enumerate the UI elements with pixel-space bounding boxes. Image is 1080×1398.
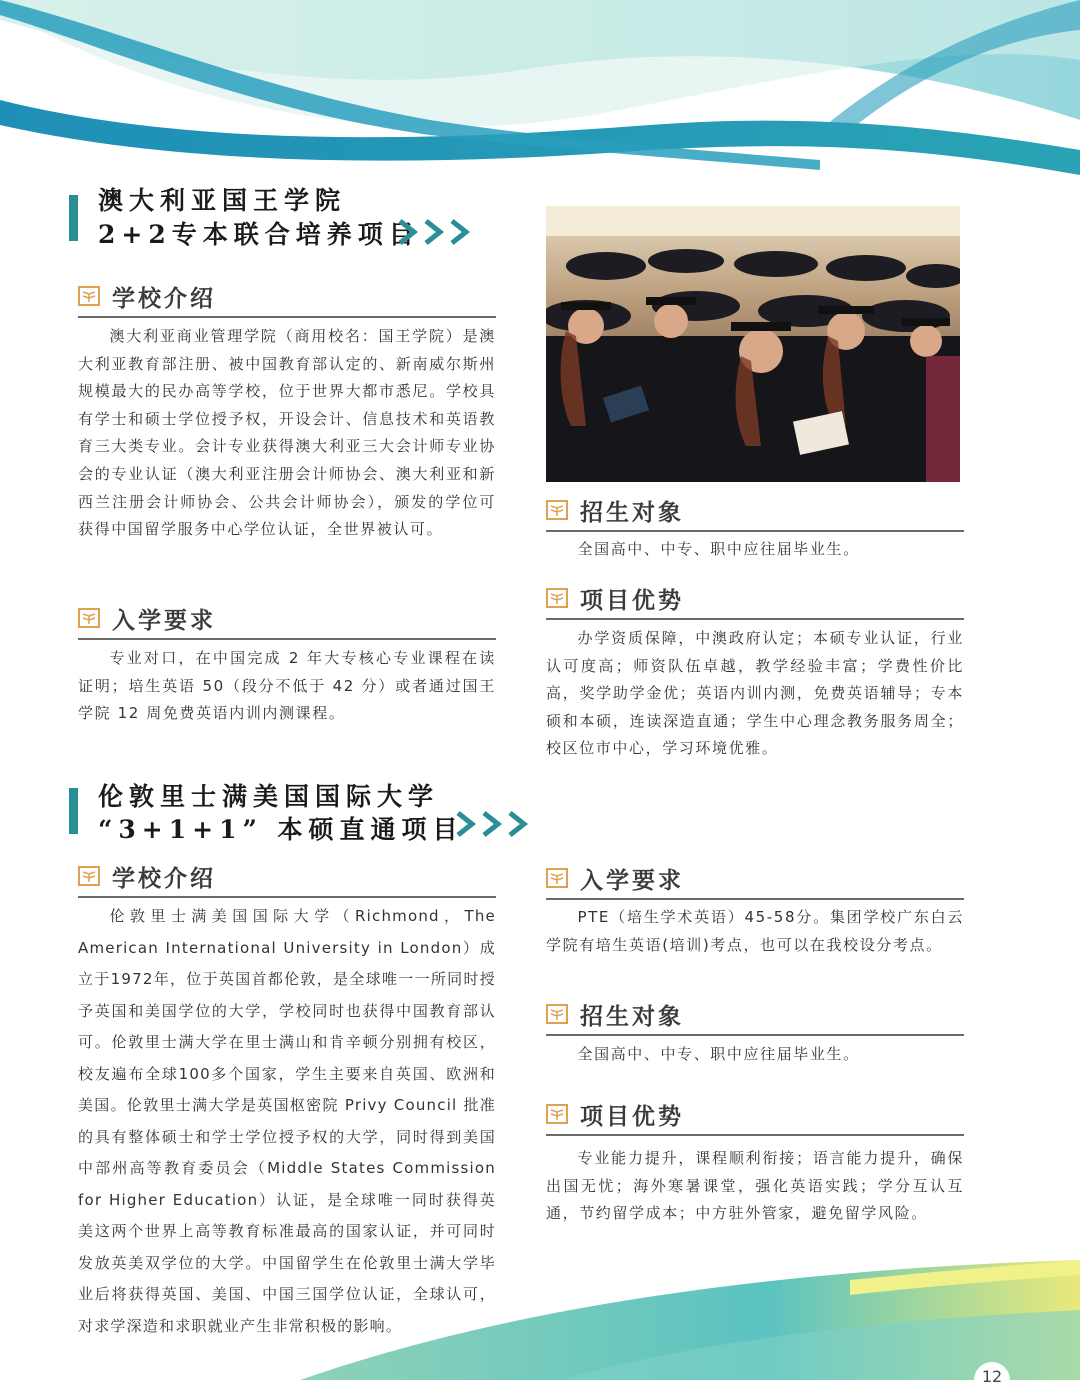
program2-advantages-text: 专业能力提升，课程顺利衔接；语言能力提升，确保出国无忧；海外寒暑课堂，强化英语实践；学分互认互通，节约留学成本；中方驻外管家，避免留学风险。 (546, 1149, 964, 1223)
book-icon (546, 868, 568, 888)
program2-requirements-text: PTE（培生学术英语）45-58分。集团学校广东白云学院有培生英语(培训)考点，也可以在我校设分考点。 (546, 908, 964, 954)
top-wave-decoration (0, 0, 1080, 200)
book-icon (78, 608, 100, 628)
program2-intro-heading (78, 862, 496, 898)
program1-intro-heading (78, 282, 496, 318)
section-heading-label: 项目优势 (580, 1104, 684, 1130)
program1-title-line2: 2+2专本联合培养项目 (98, 220, 420, 249)
program2-title-line2: “3+1+1” 本硕直通项目 (98, 815, 464, 844)
book-icon (546, 588, 568, 608)
book-icon (546, 500, 568, 520)
program1-target-text: 全国高中、中专、职中应往届毕业生。 (577, 540, 860, 558)
book-icon (78, 286, 100, 306)
program1-title-line1: 澳大利亚国王学院 (98, 186, 347, 215)
program1-title-bar (69, 195, 78, 241)
book-icon (546, 1004, 568, 1024)
program1-target-heading (546, 496, 964, 532)
program1-advantages-heading (546, 584, 964, 620)
program2-target-heading (546, 1000, 964, 1036)
page-number: 12 (974, 1362, 1010, 1398)
program2-title-bar (69, 788, 78, 834)
program2-target-text: 全国高中、中专、职中应往届毕业生。 (577, 1045, 860, 1063)
section-heading-label: 招生对象 (580, 500, 684, 526)
graduation-photo-illustration (546, 206, 960, 482)
program2-title-line1: 伦敦里士满美国国际大学 (98, 782, 440, 811)
section-heading-label: 入学要求 (580, 868, 684, 894)
section-heading-label: 入学要求 (112, 608, 216, 634)
program2-intro-text: 伦敦里士满美国国际大学（Richmond，The American International University in London）成立于1972年，位于英国首都伦敦，是全球唯一一所同时授予英国和美国学位的大学，学校同时也获得中国教育部认可。伦敦里士满大学在里士满山和肯辛顿分别拥有校区，校友遍布全球100多个国家，学生主要来自英国、欧洲和美国。伦敦里士满大学是英国枢密院 Privy Council 批准的具有整体硕士和学士学位授予权的大学，同时得到美国中部州高等教育委员会（Middle States Commission for Higher Education）认证，是全球唯一同时获得英美这两个世界上高等教育标准最高的国家认证，并可同时发放英美双学位的大学。中国留学生在伦敦里士满大学毕业后将获得英国、美国、中国三国学位认证，全球认可，对求学深造和求职就业产生非常积极的影响。 (78, 907, 496, 1335)
program2-advantages-heading (546, 1100, 964, 1136)
program1-requirements-heading (78, 604, 496, 640)
section-heading-label: 学校介绍 (112, 286, 216, 312)
book-icon (546, 1104, 568, 1124)
book-icon (78, 866, 100, 886)
chevrons-icon (456, 810, 534, 838)
section-heading-label: 学校介绍 (112, 866, 216, 892)
program1-requirements-text: 专业对口，在中国完成 2 年大专核心专业课程在读证明；培生英语 50（段分不低于 42 分）或者通过国王学院 12 周免费英语内训内测课程。 (78, 649, 496, 723)
program2-requirements-heading (546, 864, 964, 900)
chevrons-icon (398, 218, 476, 246)
section-heading-label: 招生对象 (580, 1004, 684, 1030)
program1-intro-text: 澳大利亚商业管理学院（商用校名：国王学院）是澳大利亚教育部注册、被中国教育部认定的、新南威尔斯州规模最大的民办高等学校，位于世界大都市悉尼。学校具有学士和硕士学位授予权，开设会计、信息技术和英语教育三大类专业。会计专业获得澳大利亚三大会计师专业协会的专业认证（澳大利亚注册会计师协会、澳大利亚和新西兰注册会计师协会、公共会计师协会），颁发的学位可获得中国留学服务中心学位认证，全世界被认可。 (78, 327, 496, 539)
program1-advantages-text: 办学资质保障，中澳政府认定；本硕专业认证，行业认可度高；师资队伍卓越，教学经验丰富；学费性价比高，奖学助学金优；英语内训内测，免费英语辅导；专本硕和本硕，连读深造直通；学生中心理念教务服务周全；校区位市中心，学习环境优雅。 (546, 629, 964, 758)
section-heading-label: 项目优势 (580, 588, 684, 614)
graduation-ceremony-photo (546, 206, 960, 482)
